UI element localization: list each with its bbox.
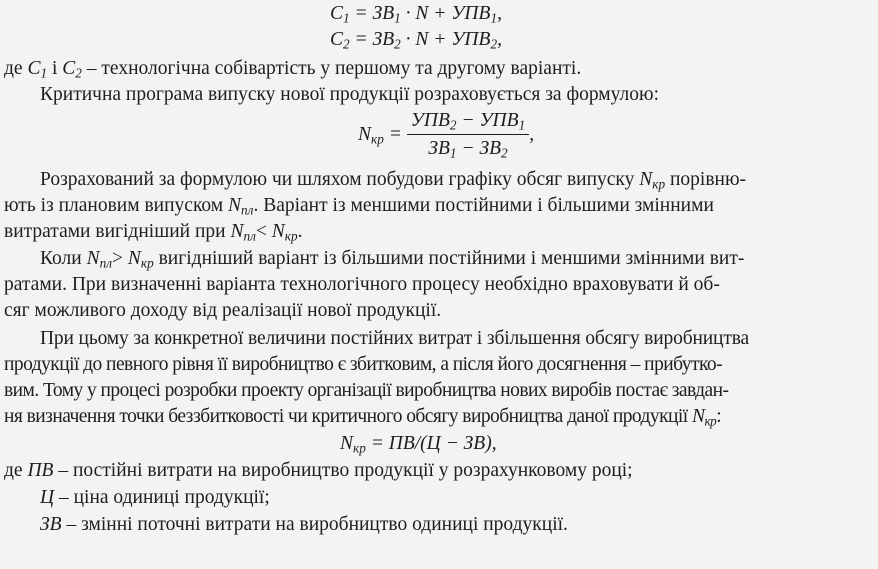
denominator-minus: − bbox=[456, 138, 480, 159]
text-fragment: вим. Тому у процесі розробки проекту організації виробництва нових виробів постає завдан- bbox=[4, 380, 729, 401]
paragraph-line-9 bbox=[4, 379, 728, 403]
denominator-term-a: ЗВ bbox=[428, 138, 450, 159]
symbol-n: N bbox=[228, 195, 242, 216]
numerator-minus: − bbox=[456, 110, 480, 131]
paragraph-line-1 bbox=[40, 168, 746, 192]
fraction-numerator bbox=[407, 110, 529, 132]
text-fragment: – змінні поточні витрати на виробництво одиниці продукції. bbox=[61, 514, 568, 535]
symbol-price: Ц bbox=[40, 487, 55, 508]
formula-c2-mid: · N + bbox=[400, 29, 452, 50]
formula-c1-term2-sub: 1 bbox=[490, 10, 498, 26]
symbol-n-sub: кр bbox=[284, 228, 298, 244]
text-fragment: продукції до певного рівня її виробництво є збитковим, а після його досягнення – прибутко- bbox=[4, 354, 723, 375]
formula-c1-lhs-sub: 1 bbox=[343, 10, 350, 26]
symbol-c1-sub: 1 bbox=[40, 65, 48, 81]
formula-c1-term1-sub: 1 bbox=[394, 10, 401, 26]
formula-breakeven-rhs: = ПВ/(Ц − ЗВ), bbox=[365, 433, 497, 454]
symbol-c2-sub: 2 bbox=[75, 65, 82, 81]
formula-c1 bbox=[330, 2, 502, 26]
formula-breakeven-lhs: N bbox=[340, 433, 354, 454]
formula-nkr-end: , bbox=[529, 124, 535, 145]
formula-nkr-breakeven bbox=[340, 432, 497, 456]
formula-c1-end: , bbox=[497, 3, 502, 24]
denominator-term-b: ЗВ bbox=[479, 138, 502, 159]
text-fragment: . bbox=[297, 221, 303, 242]
paragraph-line-2 bbox=[4, 194, 714, 218]
formula-nkr-lhs-sub: кр bbox=[371, 131, 384, 147]
text-fragment: При цьому за конкретної величини постійних витрат і збільшення обсягу виробництва bbox=[40, 328, 750, 349]
symbol-zv: ЗВ bbox=[40, 514, 62, 535]
symbol-n: N bbox=[691, 406, 705, 427]
paragraph-line-6 bbox=[4, 299, 441, 323]
text-fragment: ратами. При визначенні варіанта технологічного процесу необхідно враховувати й об- bbox=[4, 274, 720, 295]
symbol-n: N bbox=[271, 221, 285, 242]
text-fragment: . Варіант із меншими постійними і більшими змінними bbox=[253, 195, 714, 216]
formula-c2-eq: = bbox=[349, 29, 373, 50]
definition-pv bbox=[4, 459, 633, 483]
definition-price bbox=[40, 486, 270, 510]
symbol-n: N bbox=[127, 248, 141, 269]
formula-c2-lhs-sub: 2 bbox=[343, 36, 350, 52]
definition-zv bbox=[40, 513, 568, 537]
formula-nkr-lhs bbox=[358, 124, 407, 145]
symbol-c2: C bbox=[62, 58, 76, 79]
symbol-n: N bbox=[230, 221, 244, 242]
formula-nkr-fraction-block bbox=[407, 110, 529, 160]
symbol-n: N bbox=[86, 248, 100, 269]
formula-c2-term2-sub: 2 bbox=[490, 36, 498, 52]
fraction-bar bbox=[407, 134, 529, 135]
symbol-n-sub: кр bbox=[652, 176, 666, 192]
text-fragment: витратами вигідніший при bbox=[4, 221, 231, 242]
symbol-greater-than: > bbox=[112, 248, 128, 269]
formula-c1-term2: УПВ bbox=[451, 3, 491, 24]
numerator-term-b: УПВ bbox=[479, 110, 519, 131]
formula-nkr-eq: = bbox=[383, 124, 407, 145]
formula-c2 bbox=[330, 28, 502, 52]
paragraph-line-3 bbox=[4, 220, 302, 244]
formula-c2-end: , bbox=[497, 29, 502, 50]
symbol-n-sub: кр bbox=[140, 255, 154, 271]
paragraph-line-5 bbox=[4, 273, 720, 297]
text-fragment: Критична програма випуску нової продукції розраховується за формулою: bbox=[40, 84, 659, 105]
paragraph-line-7 bbox=[40, 327, 749, 351]
formula-c2-term2: УПВ bbox=[451, 29, 491, 50]
text-fragment: де bbox=[4, 58, 28, 79]
symbol-n-sub: пл bbox=[99, 255, 112, 271]
denominator-term-b-sub: 2 bbox=[501, 145, 508, 161]
symbol-less-than: < bbox=[255, 221, 272, 242]
numerator-term-a: УПВ bbox=[410, 110, 450, 131]
text-fragment: – ціна одиниці продукції; bbox=[54, 487, 270, 508]
formula-c2-term1-sub: 2 bbox=[394, 36, 401, 52]
text-fragment: ють із плановим випуском bbox=[4, 195, 229, 216]
numerator-term-b-sub: 1 bbox=[518, 117, 526, 133]
formula-c1-mid: · N + bbox=[400, 3, 452, 24]
formula-c1-term1: ЗВ bbox=[372, 3, 395, 24]
text-fragment: Коли bbox=[40, 248, 87, 269]
text-fragment: вигідніший варіант із більшими постійними і меншими змінними вит- bbox=[153, 248, 745, 269]
symbol-n-sub: кр bbox=[704, 413, 717, 429]
text-fragment: і bbox=[47, 58, 63, 79]
denominator-term-a-sub: 1 bbox=[449, 145, 457, 161]
paragraph-line-8 bbox=[4, 353, 722, 377]
text-fragment: сяг можливого доходу від реалізації нової продукції. bbox=[4, 300, 442, 321]
text-fragment: – постійні витрати на виробництво продукції у розрахунковому році; bbox=[53, 460, 633, 481]
formula-c1-lhs: C bbox=[330, 3, 344, 24]
text-fragment: Розрахований за формулою чи шляхом побудови графіку обсяг випуску bbox=[40, 169, 640, 190]
formula-breakeven-lhs-sub: кр bbox=[353, 440, 366, 456]
symbol-n-sub: пл bbox=[241, 202, 254, 218]
text-fragment: де bbox=[4, 460, 28, 481]
symbol-pv: ПВ bbox=[27, 460, 54, 481]
paragraph-line-4 bbox=[40, 247, 744, 271]
fraction-denominator bbox=[407, 138, 529, 160]
text-fragment: ня визначення точки беззбитковості чи критичного обсягу виробництва даної продукції bbox=[4, 406, 692, 427]
paragraph-critical-intro bbox=[40, 83, 659, 107]
text-fragment: : bbox=[716, 406, 722, 427]
formula-c2-lhs: C bbox=[330, 29, 344, 50]
formula-nkr-fraction bbox=[358, 110, 534, 160]
formula-nkr-lhs-symbol: N bbox=[358, 124, 372, 145]
numerator-term-a-sub: 2 bbox=[449, 117, 457, 133]
symbol-c1: C bbox=[27, 58, 41, 79]
text-fragment: – технологічна собівартість у першому та другому варіанті. bbox=[81, 58, 582, 79]
formula-c2-term1: ЗВ bbox=[372, 29, 395, 50]
definition-c1-c2 bbox=[4, 57, 581, 81]
paragraph-line-10 bbox=[4, 405, 721, 429]
symbol-n-sub: пл bbox=[243, 228, 256, 244]
symbol-n: N bbox=[639, 169, 653, 190]
text-fragment: порівню- bbox=[665, 169, 747, 190]
formula-c1-eq: = bbox=[349, 3, 373, 24]
